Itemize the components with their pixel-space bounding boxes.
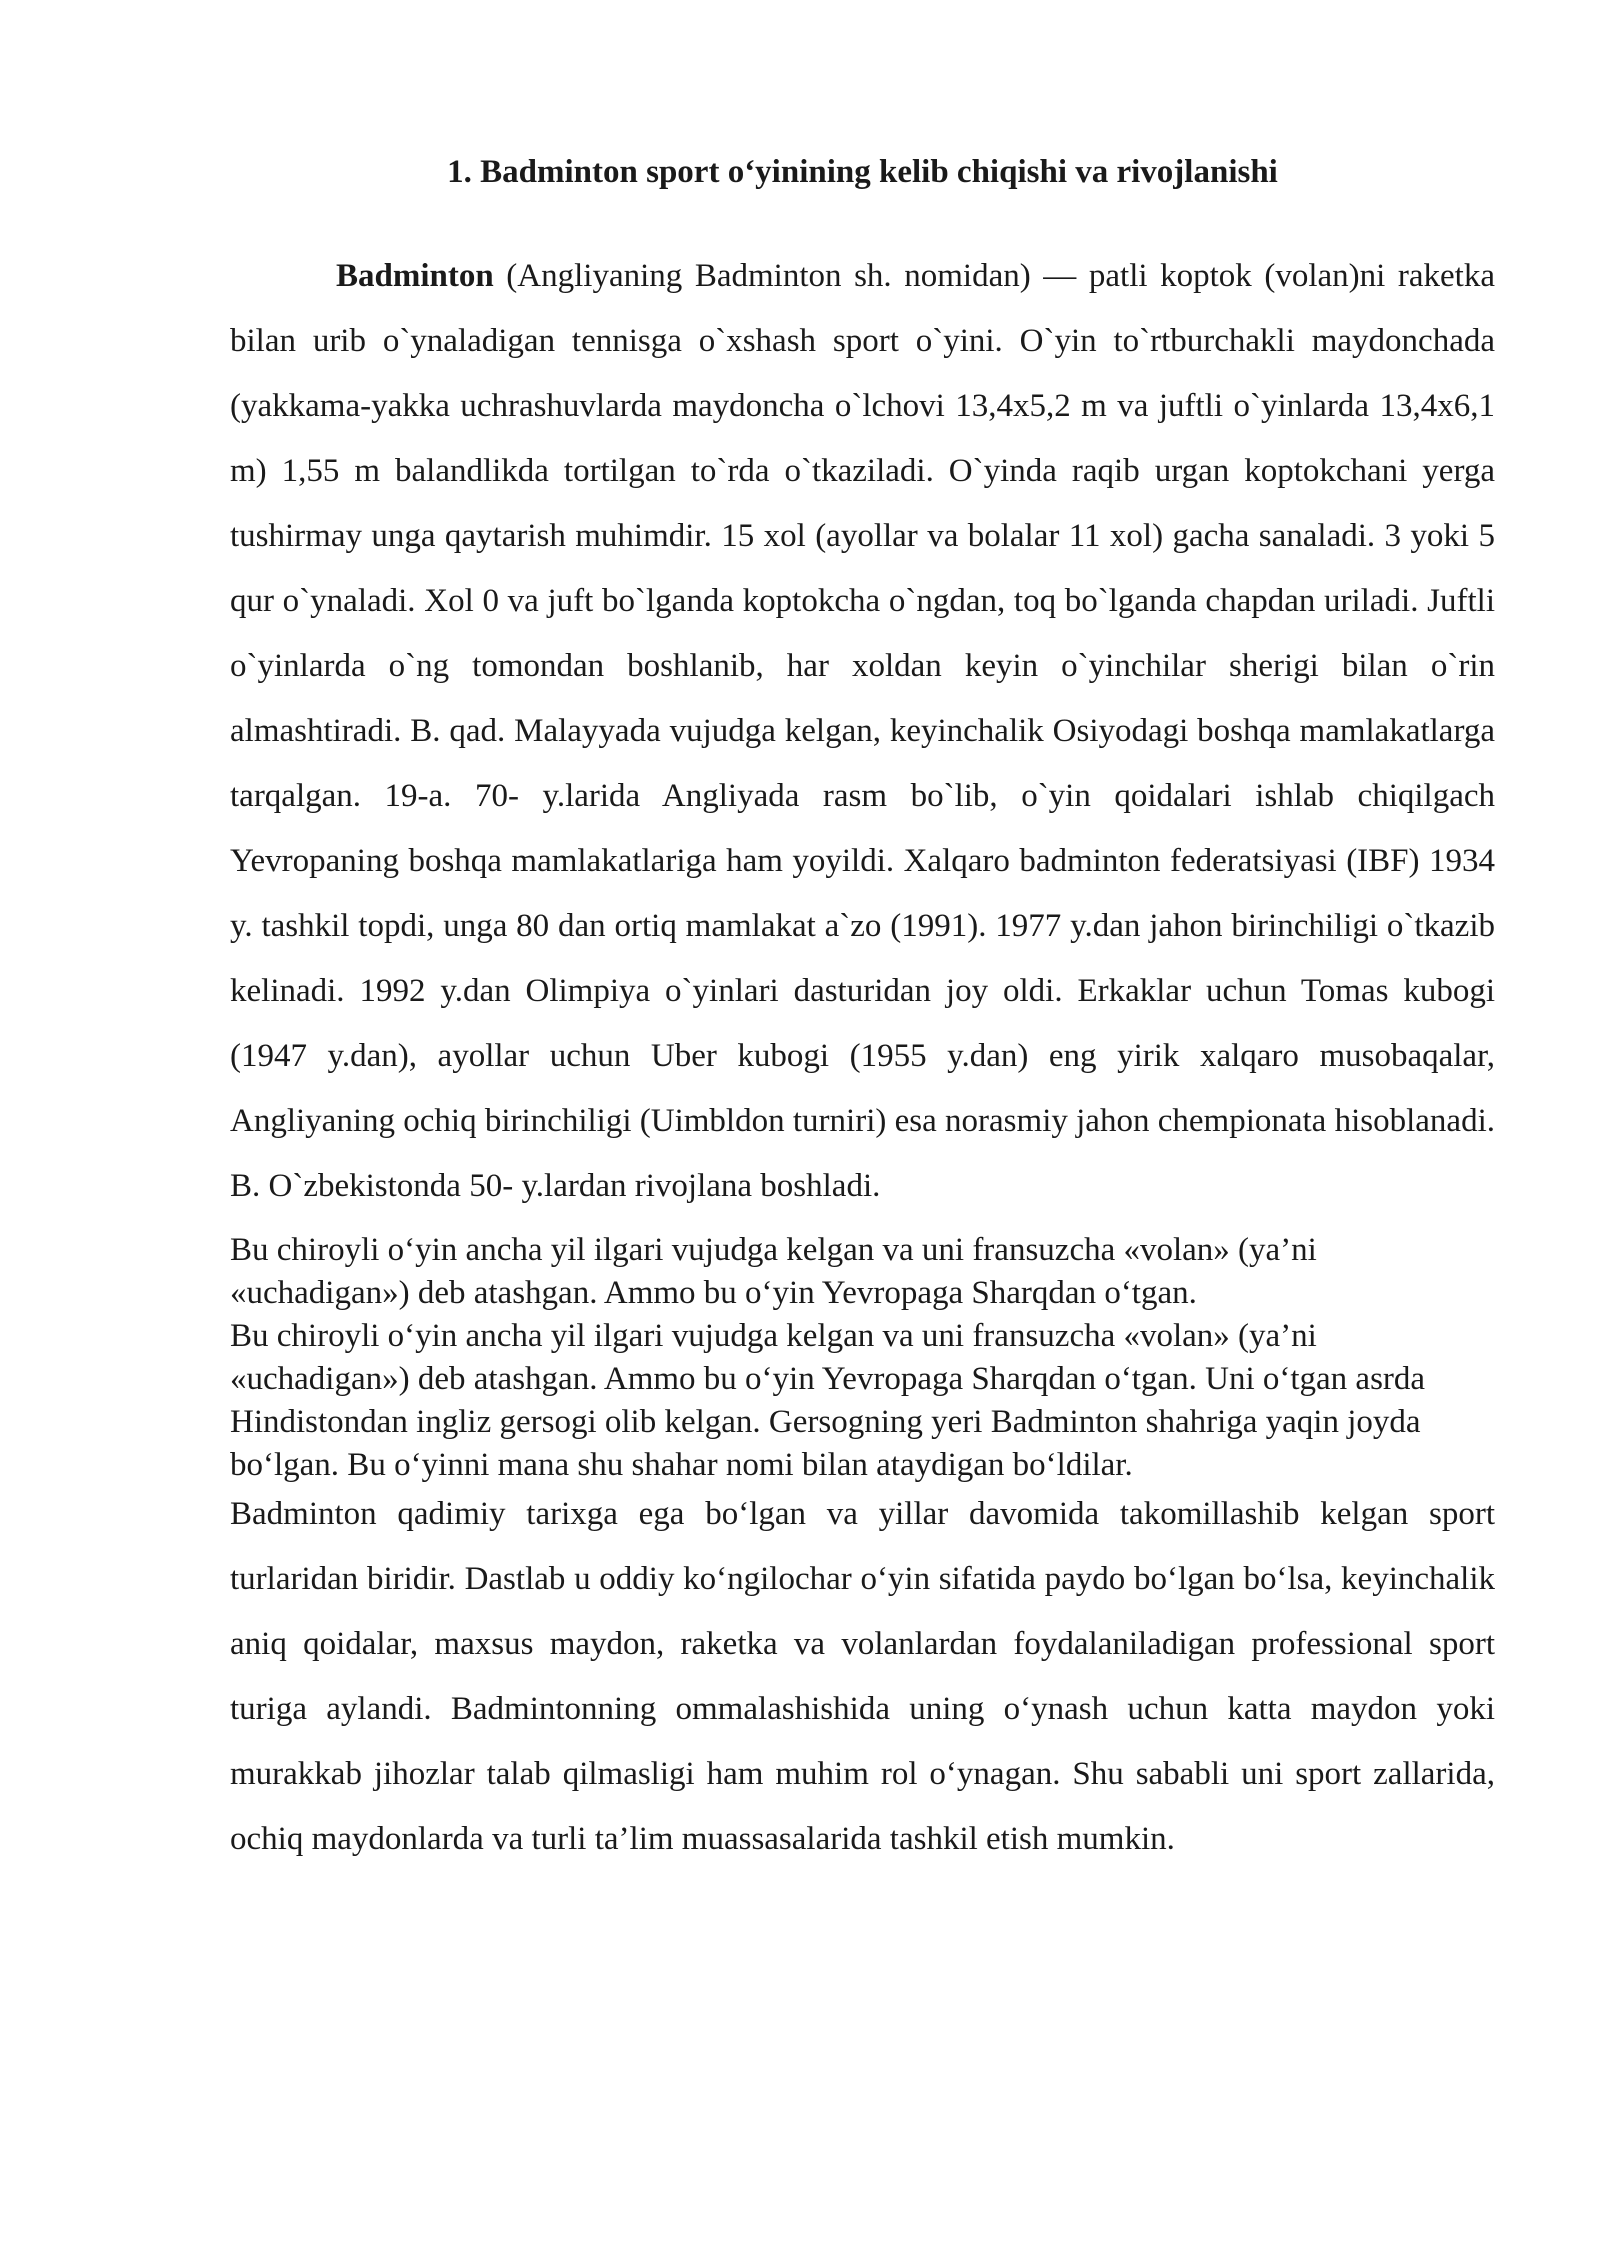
paragraph-origin-short: Bu chiroyli o‘yin ancha yil ilgari vujudga kelgan va uni fransuzcha «volan» (ya’ni «uchadigan») deb atashgan. Ammo bu o‘yin Yevropaga Sharqdan o‘tgan. xyxy=(230,1232,1317,1311)
paragraph-history: Badminton qadimiy tarixga ega bo‘lgan va yillar davomida takomillashib kelgan sport turlaridan biridir. Dastlab u oddiy ko‘ngilochar o‘yin sifatida paydo bo‘lgan bo‘lsa, keyinchalik aniq qoidalar, maxsus maydon, raketka va volanlardan foydalaniladigan professional sport turiga aylandi. Badmintonning ommalashishida uning o‘ynash uchun katta maydon yoki murakkab jihozlar talab qilmasligi ham muhim rol o‘ynagan. Shu sababli uni sport zallarida, ochiq maydonlarda va turli ta’lim muassasalarida tashkil etish mumkin. xyxy=(230,1496,1495,1857)
paragraph-definition-text: (Angliyaning Badminton sh. nomidan) — patli koptok (volan)ni raketka bilan urib o`ynaladigan tennisga o`xshash sport o`yini. O`yin to`rtburchakli maydonchada (yakkama-yakka uchrashuvlarda maydoncha o`lchovi 13,4x5,2 m va juftli o`yinlarda 13,4x6,1 m) 1,55 m balandlikda tortilgan to`rda o`tkaziladi. O`yinda raqib urgan koptokchani yerga tushirmay unga qaytarish muhimdir. 15 xol (ayollar va bolalar 11 xol) gacha sanaladi. 3 yoki 5 qur o`ynaladi. Xol 0 va juft bo`lganda koptokcha o`ngdan, toq bo`lganda chapdan uriladi. Juftli o`yinlarda o`ng tomondan boshlanib, har xoldan keyin o`yinchilar sherigi bilan o`rin almashtiradi. B. qad. Malayyada vujudga kelgan, keyinchalik Osiyodagi boshqa mamlakatlarga tarqalgan. 19-a. 70- y.larida Angliyada rasm bo`lib, o`yin qoidalari ishlab chiqilgach Yevropaning boshqa mamlakatlariga ham yoyildi. Xalqaro badminton federatsiyasi (IBF) 1934 y. tashkil topdi, unga 80 dan ortiq mamlakat a`zo (1991). 1977 y.dan jahon birinchiligi o`tkazib kelinadi. 1992 y.dan Olimpiya o`yinlari dasturidan joy oldi. Erkaklar uchun Tomas kubogi (1947 y.dan), ayollar uchun Uber kubogi (1955 y.dan) eng yirik xalqaro musobaqalar, Angliyaning ochiq birinchiligi (Uimbldon turniri) esa norasmiy jahon chempionata hisoblanadi. B. O`zbekistonda 50- y.lardan rivojlana boshladi. xyxy=(230,258,1495,1204)
paragraph-definition xyxy=(230,244,1495,1219)
document-page xyxy=(230,150,1495,1872)
section-title: 1. Badminton sport o‘yinining kelib chiqishi va rivojlanishi xyxy=(447,154,1278,190)
term-badminton: Badminton xyxy=(336,258,494,294)
paragraph-origin-full: Bu chiroyli o‘yin ancha yil ilgari vujudga kelgan va uni fransuzcha «volan» (ya’ni «uchadigan») deb atashgan. Ammo bu o‘yin Yevropaga Sharqdan o‘tgan. Uni o‘tgan asrda Hindistondan ingliz gersogi olib kelgan. Gersogning yeri Badminton shahriga yaqin joyda bo‘lgan. Bu o‘yinni mana shu shahar nomi bilan ataydigan bo‘ldilar. xyxy=(230,1318,1426,1483)
